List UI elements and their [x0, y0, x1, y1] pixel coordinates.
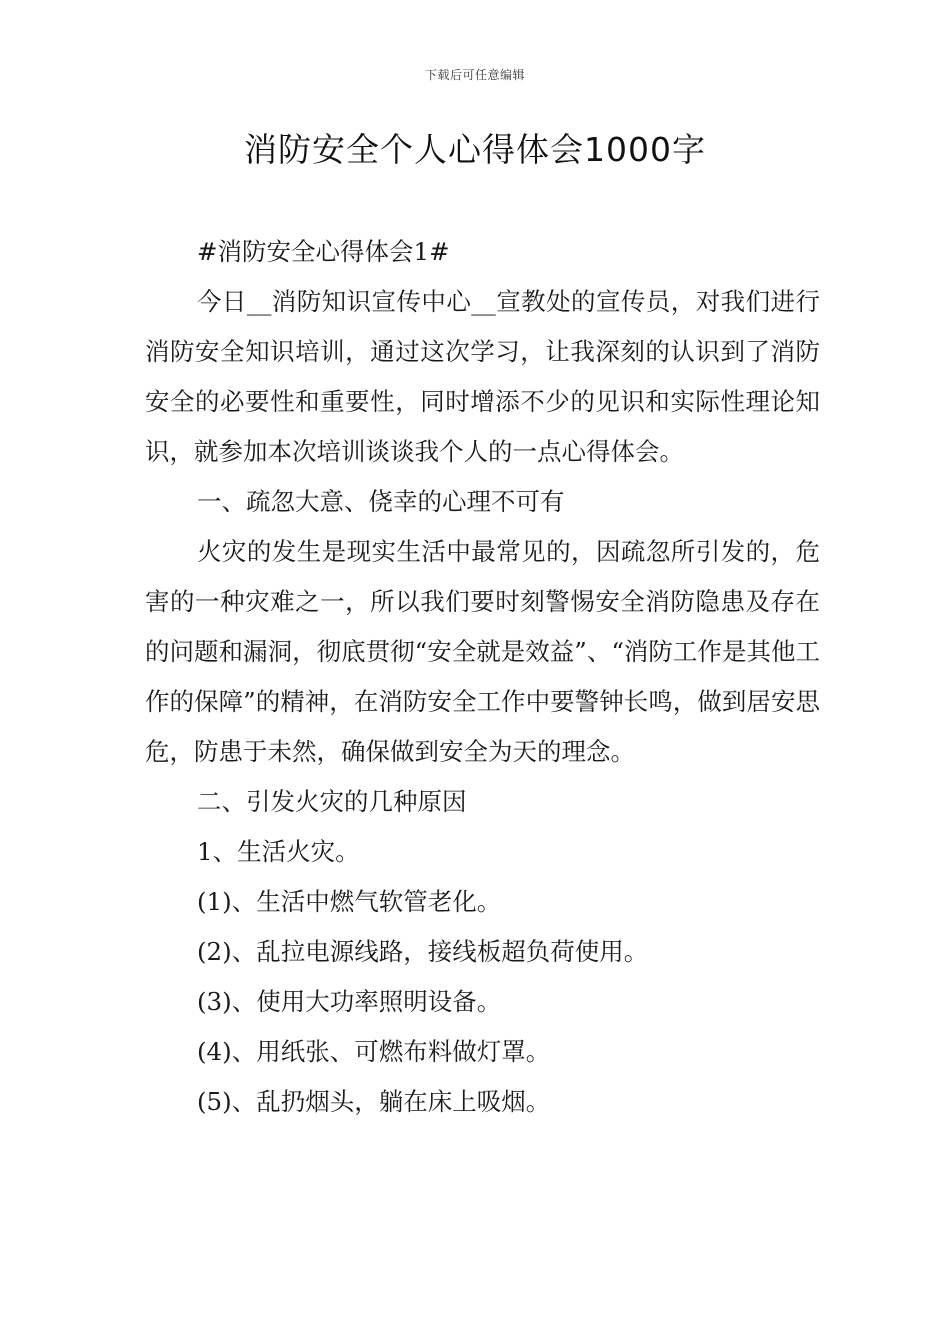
section-heading: 一、疏忽大意、侥幸的心理不可有 — [197, 487, 565, 516]
body-paragraph: 火灾的发生是现实生活中最常见的，因疏忽所引发的，危害的一种灾难之一，所以我们要时刻警惕安全消防隐患及存在的问题和漏洞，彻底贯彻“安全就是效益”、“消防工作是其他工作的保障”的精神，在消防安全工作中要警钟长鸣，做到居安思危，防患于未然，确保做到安全为天的理念。 — [145, 537, 820, 766]
list-item: (5)、乱扔烟头，躺在床上吸烟。 — [197, 1087, 551, 1116]
document-body — [145, 227, 820, 1127]
list-item: (1)、生活中燃气软管老化。 — [197, 887, 502, 916]
page-header-note: 下载后可任意编辑 — [424, 68, 525, 82]
list-item: 1、生活火灾。 — [197, 837, 360, 866]
list-item: (3)、使用大功率照明设备。 — [197, 987, 502, 1016]
section-heading: 二、引发火灾的几种原因 — [197, 787, 467, 816]
body-paragraph: 今日__消防知识宣传中心__宣教处的宣传员，对我们进行消防安全知识培训，通过这次学习，让我深刻的认识到了消防安全的必要性和重要性，同时增添不少的见识和实际性理论知识，就参加本次培训谈谈我个人的一点心得体会。 — [145, 287, 820, 466]
list-item: (4)、用纸张、可燃布料做灯罩。 — [197, 1037, 551, 1066]
document-title: 消防安全个人心得体会1000字 — [244, 130, 706, 169]
list-item: (2)、乱拉电源线路，接线板超负荷使用。 — [197, 937, 649, 966]
section-heading: #消防安全心得体会1# — [197, 237, 450, 266]
